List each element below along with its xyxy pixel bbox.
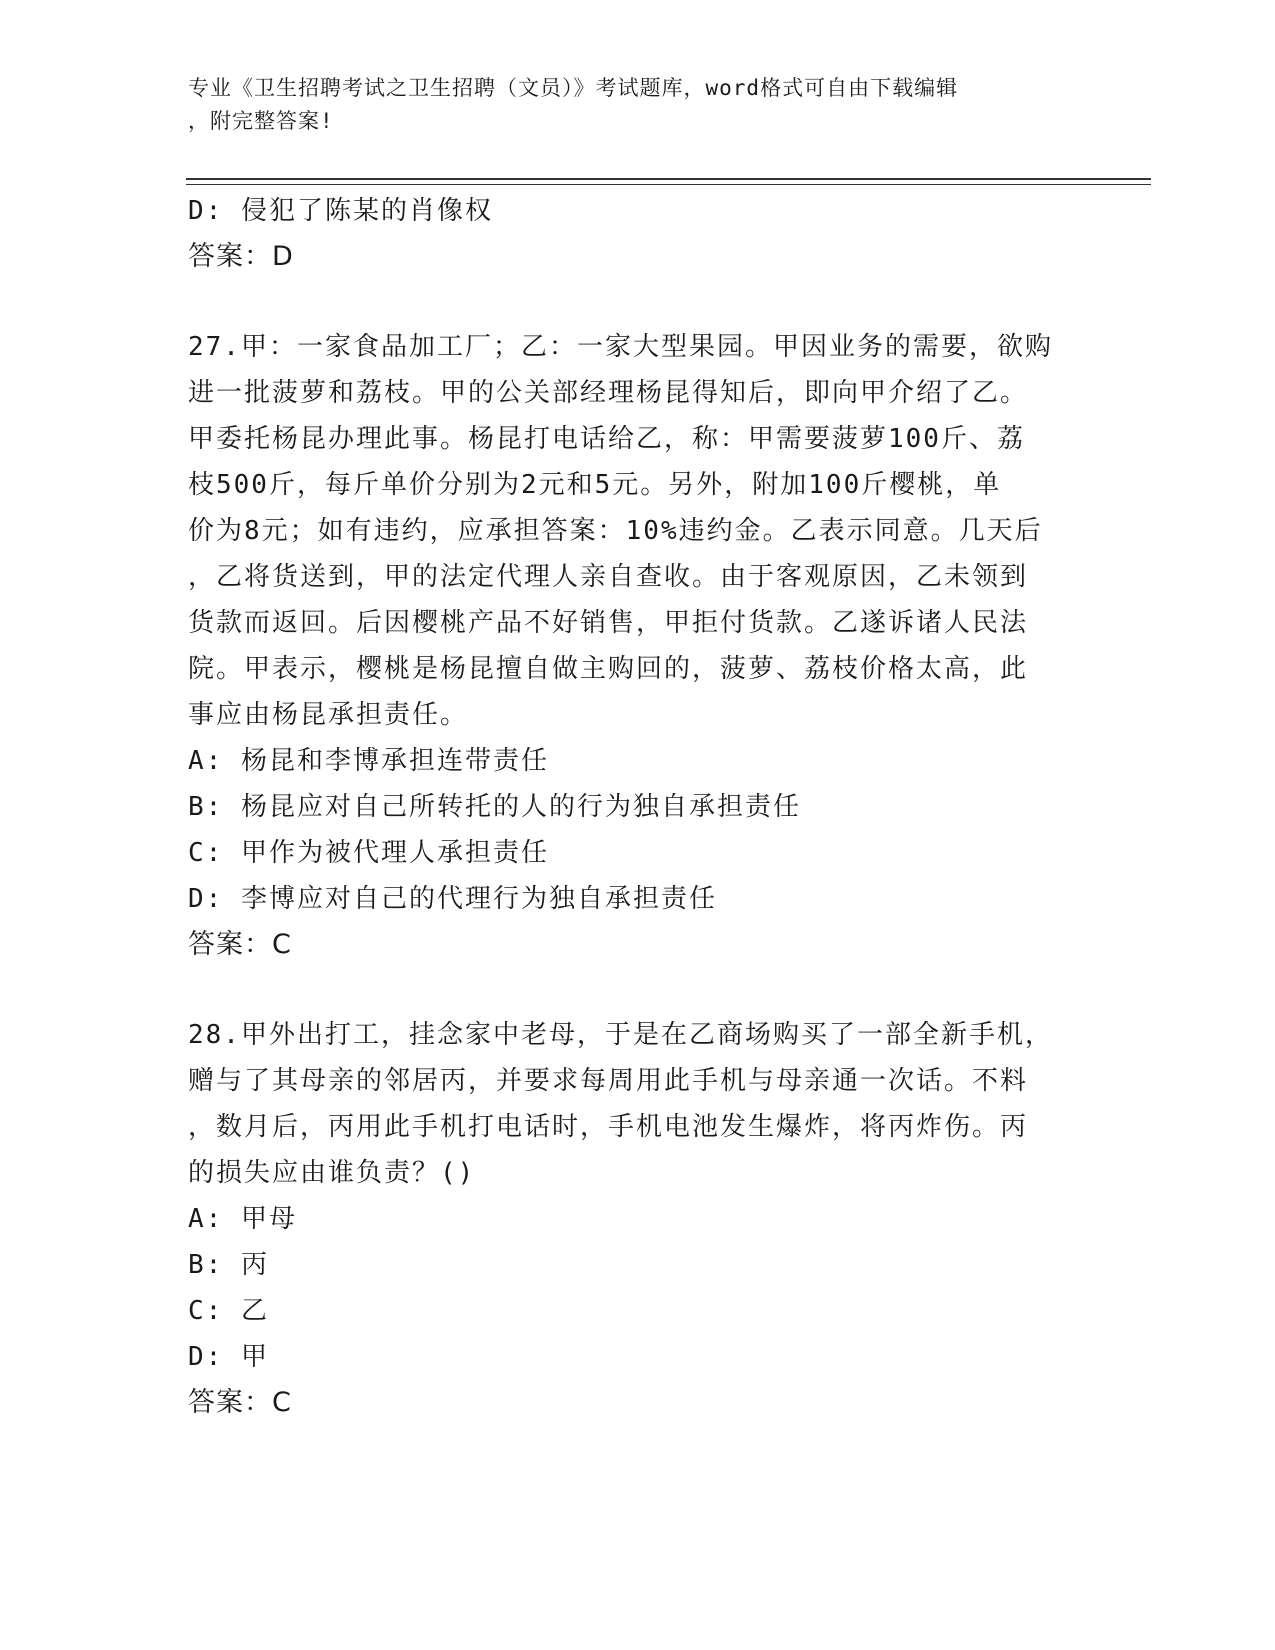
question-28-option-d: D: 甲 [188, 1342, 269, 1372]
question-27-line: 货款而返回。后因樱桃产品不好销售，甲拒付货款。乙遂诉诸人民法 [188, 608, 1029, 638]
question-27-line: 枝500斤，每斤单价分别为2元和5元。另外，附加100斤樱桃，单 [188, 470, 1002, 500]
question-28-line: 的损失应由谁负责？() [188, 1158, 476, 1188]
question-27-answer: 答案：C [188, 929, 292, 960]
spacer [188, 968, 1088, 1012]
prev-answer: 答案：D [188, 241, 294, 272]
question-27-option-c: C: 甲作为被代理人承担责任 [188, 838, 549, 868]
document-body [188, 188, 1088, 1426]
question-28-line: ，数月后，丙用此手机打电话时，手机电池发生爆炸，将丙炸伤。丙 [188, 1112, 1029, 1142]
header-line-1: 专业《卫生招聘考试之卫生招聘（文员）》考试题库，word格式可自由下载编辑 [188, 76, 959, 100]
prev-option-d: D: 侵犯了陈某的肖像权 [188, 196, 493, 226]
question-27-option-a: A: 杨昆和李博承担连带责任 [188, 746, 549, 776]
question-28-option-b: B: 丙 [188, 1250, 269, 1280]
question-28-option-a: A: 甲母 [188, 1204, 297, 1234]
question-27-line: ，乙将货送到，甲的法定代理人亲自查收。由于客观原因，乙未领到 [188, 562, 1029, 592]
question-27-line: 进一批菠萝和荔枝。甲的公关部经理杨昆得知后，即向甲介绍了乙。 [188, 378, 1029, 408]
question-28-option-c: C: 乙 [188, 1296, 269, 1326]
question-28 [188, 1012, 1088, 1426]
question-27-option-d: D: 李博应对自己的代理行为独自承担责任 [188, 884, 717, 914]
header-rule [186, 178, 1151, 185]
question-28-line: 28.甲外出打工，挂念家中老母，于是在乙商场购买了一部全新手机， [188, 1020, 1053, 1050]
question-27-line: 价为8元；如有违约，应承担答案：10%违约金。乙表示同意。几天后 [188, 516, 1043, 546]
question-27-line: 27.甲：一家食品加工厂；乙：一家大型果园。甲因业务的需要，欲购 [188, 332, 1053, 362]
question-27 [188, 324, 1088, 968]
question-27-line: 甲委托杨昆办理此事。杨昆打电话给乙，称：甲需要菠萝100斤、荔 [188, 424, 1025, 454]
question-27-line: 院。甲表示，樱桃是杨昆擅自做主购回的，菠萝、荔枝价格太高，此 [188, 654, 1029, 684]
spacer [188, 280, 1088, 324]
question-27-option-b: B: 杨昆应对自己所转托的人的行为独自承担责任 [188, 792, 801, 822]
question-28-line: 赠与了其母亲的邻居丙，并要求每周用此手机与母亲通一次话。不料 [188, 1066, 1029, 1096]
header-line-2: ，附完整答案! [188, 109, 334, 133]
question-27-line: 事应由杨昆承担责任。 [188, 700, 469, 730]
page-header [188, 72, 1088, 138]
question-28-answer: 答案：C [188, 1387, 292, 1418]
